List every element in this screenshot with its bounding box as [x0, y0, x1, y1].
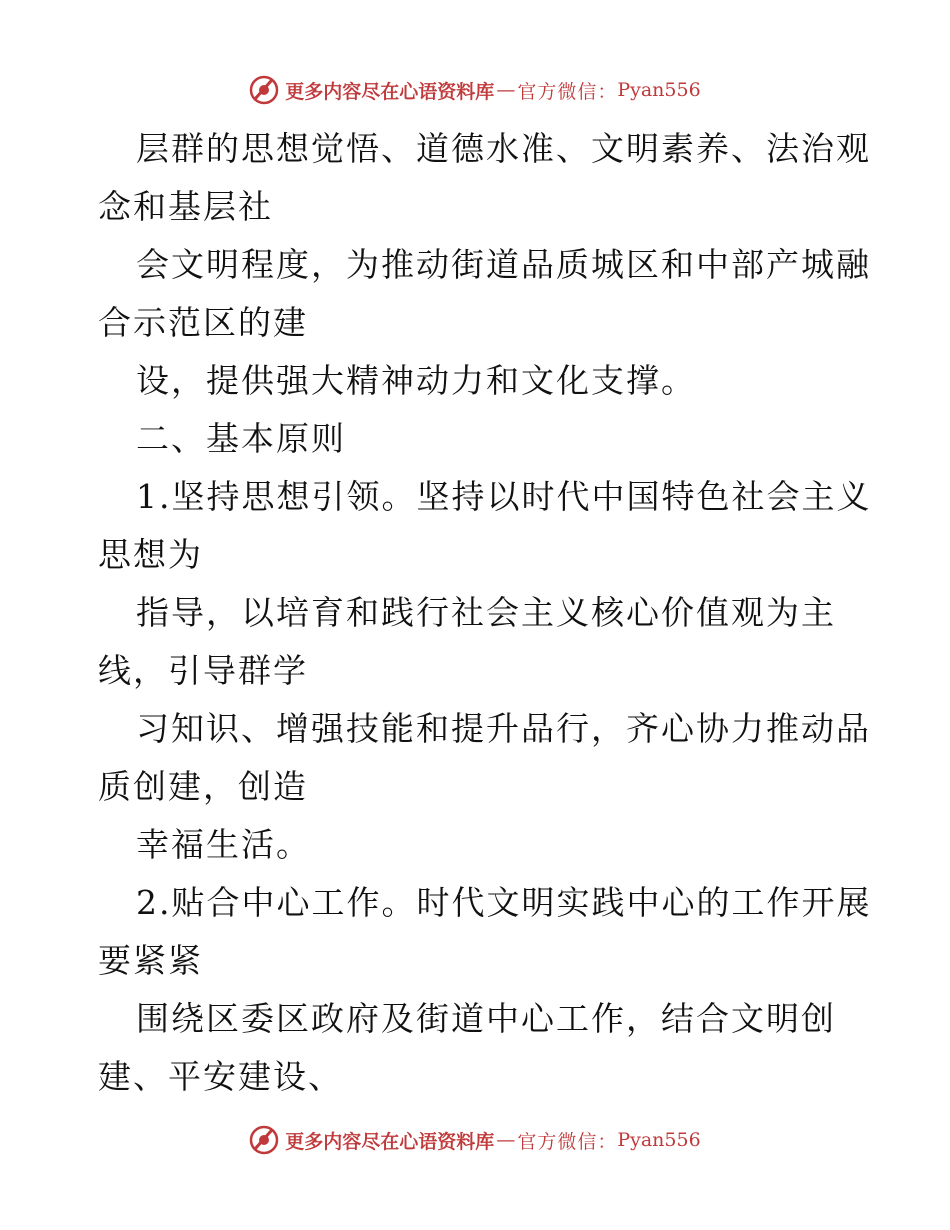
watermark-wechat-label: 官方微信：	[517, 1130, 618, 1153]
watermark-wechat-id: Pyan556	[617, 79, 701, 101]
text-line: 1.坚持思想引领。坚持以时代中国特色社会主义	[136, 477, 872, 516]
text-line: 习知识、增强技能和提升品行，齐心协力推动品	[136, 709, 871, 748]
watermark-header	[0, 70, 950, 110]
text-line: 合示范区的建	[98, 303, 308, 342]
text-line: 围绕区委区政府及街道中心工作，结合文明创	[136, 999, 836, 1038]
text-line: 线，引导群学	[98, 651, 308, 690]
text-line: 质创建，创造	[98, 767, 308, 806]
text-line: 要紧紧	[98, 941, 203, 980]
watermark-dash: —	[496, 79, 516, 101]
watermark-dash: —	[496, 1129, 516, 1151]
text-line: 会文明程度，为推动街道品质城区和中部产城融	[136, 245, 871, 284]
text-line: 思想为	[98, 535, 203, 574]
text-line: 2.贴合中心工作。时代文明实践中心的工作开展	[136, 883, 872, 922]
text-line: 指导，以培育和践行社会主义核心价值观为主	[136, 593, 836, 632]
text-line: 设，提供强大精神动力和文化支撑。	[136, 361, 696, 400]
text-line: 层群的思想觉悟、道德水准、文明素养、法治观	[136, 129, 871, 168]
watermark-promo-text: 更多内容尽在心语资料库	[285, 80, 495, 103]
text-line: 幸福生活。	[136, 825, 311, 864]
text-line: 念和基层社	[98, 187, 273, 226]
watermark-wechat-id: Pyan556	[617, 1129, 701, 1151]
brand-logo-icon	[249, 75, 279, 105]
document-body	[98, 120, 872, 1106]
text-line: 建、平安建设、	[98, 1057, 343, 1096]
section-heading: 二、基本原则	[136, 419, 346, 458]
watermark-promo-text: 更多内容尽在心语资料库	[285, 1130, 495, 1153]
watermark-wechat-label: 官方微信：	[517, 80, 618, 103]
brand-logo-icon	[249, 1125, 279, 1155]
watermark-footer	[0, 1120, 950, 1160]
